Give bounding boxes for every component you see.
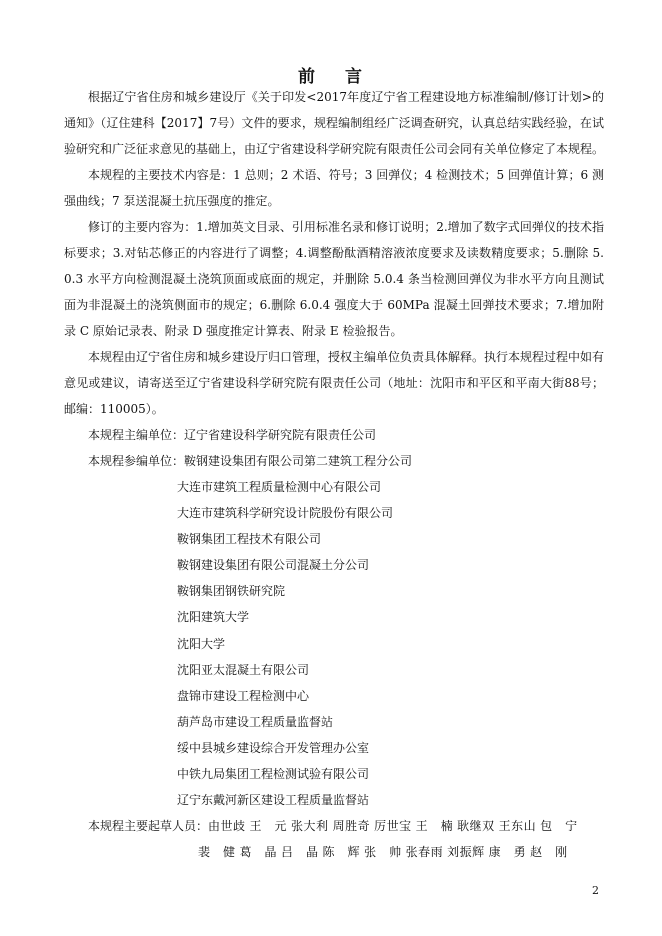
preface-body <box>64 84 604 865</box>
drafter-name: 王 元 <box>249 819 288 834</box>
participating-unit-item: 盘锦市建设工程检测中心 <box>177 688 310 703</box>
participating-unit-item: 绥中县城乡建设综合开发管理办公室 <box>177 740 370 755</box>
participating-unit-item: 沈阳亚太混凝土有限公司 <box>177 662 310 677</box>
drafter-name: 康 勇 <box>488 845 527 860</box>
participating-units-list <box>64 474 604 813</box>
drafter-name: 刘振辉 <box>447 845 485 860</box>
drafter-name: 陈 辉 <box>322 845 361 860</box>
title-char-2: 言 <box>345 67 364 87</box>
paragraph-management: 本规程由辽宁省住房和城乡建设厅归口管理，授权主编单位负责具体解释。执行本规程过程中如有意见或建议，请寄送至辽宁省建设科学研究院有限责任公司（地址：沈阳市和平区和平南大街88号；邮编：110005）。 <box>64 350 605 416</box>
chief-unit-label: 本规程主编单位： <box>88 428 185 442</box>
page-number: 2 <box>592 884 599 897</box>
drafter-name: 吕 晶 <box>281 845 319 860</box>
drafter-name: 王 楠 <box>415 819 454 834</box>
participating-unit-item: 沈阳大学 <box>177 636 226 651</box>
participating-unit-item: 鞍钢集团工程技术有限公司 <box>177 532 322 547</box>
drafter-name: 张大利 <box>291 819 329 834</box>
drafter-name: 包 宁 <box>540 819 578 834</box>
drafter-name: 裴 健 <box>198 845 236 860</box>
drafter-name: 王东山 <box>498 819 537 834</box>
participating-unit-item: 鞍钢建设集团有限公司第二建筑工程分公司 <box>184 454 413 468</box>
participating-units-label: 本规程参编单位： <box>88 454 185 468</box>
chief-unit-name: 辽宁省建设科学研究院有限责任公司 <box>184 428 377 442</box>
participating-unit-item: 葫芦岛市建设工程质量监督站 <box>177 714 334 729</box>
drafter-name: 张春雨 <box>405 845 444 860</box>
participating-unit-item: 鞍钢集团钢铁研究院 <box>177 584 286 599</box>
title-char-1: 前 <box>298 67 317 87</box>
drafter-name: 周胜奇 <box>332 819 371 834</box>
drafter-name: 葛 晶 <box>239 845 278 860</box>
participating-unit-item: 辽宁东戴河新区建设工程质量监督站 <box>177 793 370 808</box>
paragraph-revisions: 修订的主要内容为：1.增加英文目录、引用标准名录和修订说明；2.增加了数字式回弹仪的技术指标要求；3.对钻芯修正的内容进行了调整；4.调整酚酞酒精溶液浓度要求及读数精度要求；5.删除 5.0.3 水平方向检测混凝土浇筑顶面或底面的规定，并删除 5.0.4 条当检测回弹仪为非水平方向且测试面为非混凝土的浇筑侧面市的规定；6.删除 6.0.4 强度大于 60MPa 混凝土回弹技术要求；7.增加附录 C 原始记录表、附录 D 强度推定计算表、附录 E 检验报告。 <box>64 220 604 338</box>
paragraph-main-content: 本规程的主要技术内容是：1 总则；2 术语、符号；3 回弹仪；4 检测技术；5 回弹值计算；6 测强曲线；7 泵送混凝土抗压强度的推定。 <box>64 168 604 208</box>
drafter-name: 由世歧 <box>208 819 246 834</box>
drafter-name: 张 帅 <box>364 845 402 860</box>
drafter-name: 赵 刚 <box>530 845 568 860</box>
drafter-name: 耿继双 <box>457 819 495 834</box>
participating-unit-item: 鞍钢建设集团有限公司混凝土分公司 <box>177 558 370 573</box>
chief-unit-line <box>64 422 604 448</box>
drafters-line-2 <box>64 839 604 865</box>
drafters-label: 本规程主要起草人员： <box>88 819 209 834</box>
paragraph-basis: 根据辽宁省住房和城乡建设厅《关于印发<2017年度辽宁省工程建设地方标准编制/修订计划>的通知》（辽住建科【2017】7号）文件的要求，规程编制组经广泛调查研究，认真总结实践经验，在试验研究和广泛征求意见的基础上，由辽宁省建设科学研究院有限责任公司会同有关单位修定了本规程。 <box>64 90 605 156</box>
participating-unit-item: 大连市建筑工程质量检测中心有限公司 <box>177 480 382 494</box>
drafters-line-1 <box>64 813 604 839</box>
participating-units-line <box>64 448 604 474</box>
drafter-name: 厉世宝 <box>374 819 412 834</box>
participating-unit-item: 大连市建筑科学研究设计院股份有限公司 <box>177 506 394 521</box>
participating-unit-item: 沈阳建筑大学 <box>177 610 250 625</box>
participating-unit-item: 中铁九局集团工程检测试验有限公司 <box>177 767 370 782</box>
